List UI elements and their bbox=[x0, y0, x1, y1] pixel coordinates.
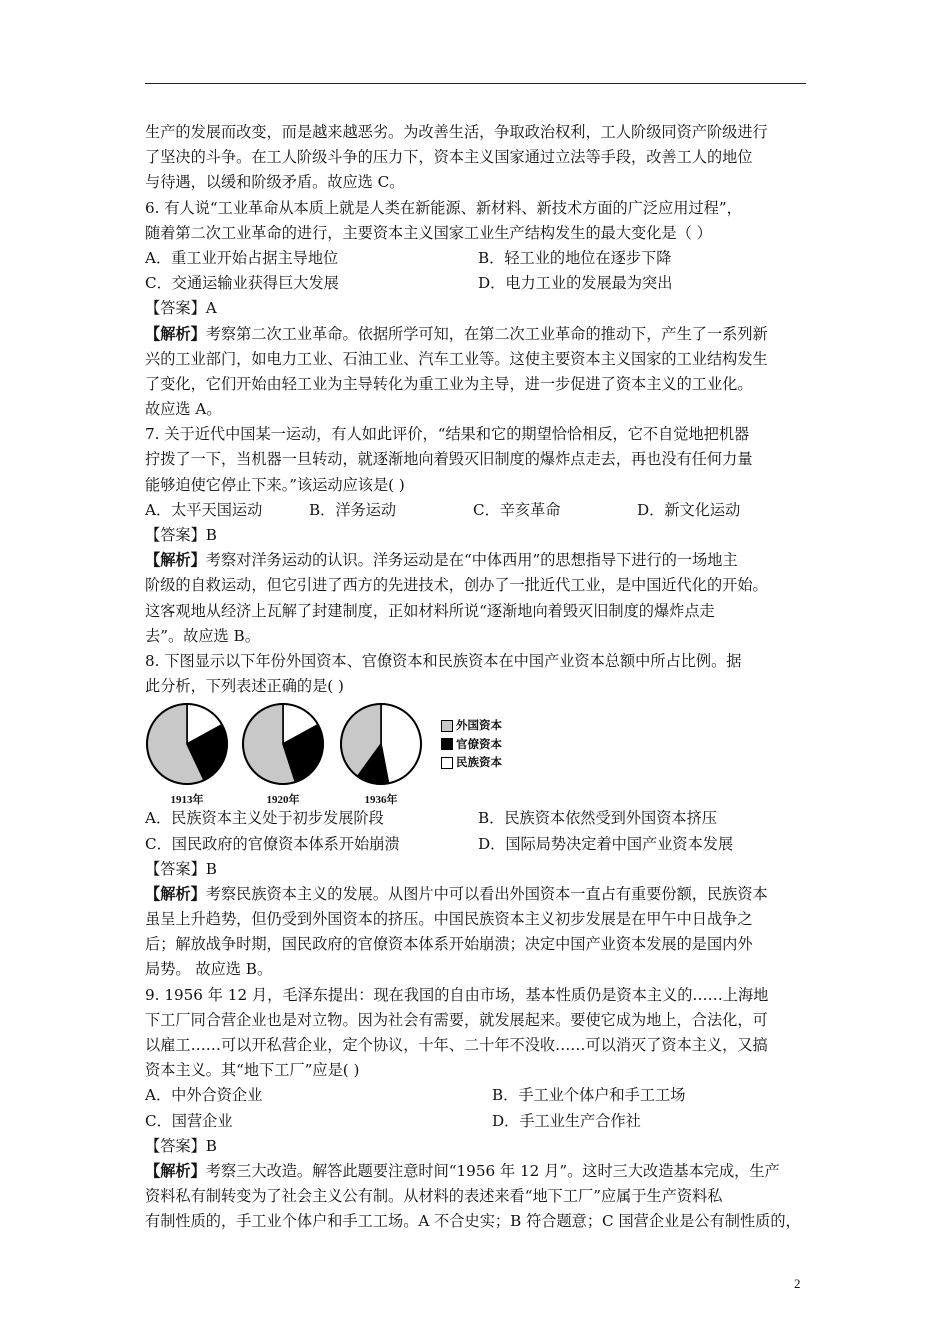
text-line: 与待遇，以缓和阶级矛盾。故应选 C。 bbox=[145, 173, 405, 192]
option-c: C．国营企业 bbox=[145, 1111, 233, 1130]
legend-label: 民族资本 bbox=[456, 755, 502, 770]
pie-year-label: 1913年 bbox=[170, 794, 204, 807]
answer: 【答案】B bbox=[145, 526, 217, 544]
pie-chart-1913 bbox=[145, 702, 229, 786]
answer: 【答案】A bbox=[145, 299, 217, 318]
pie-chart-1920 bbox=[241, 702, 325, 786]
analysis-label: 【解析】 bbox=[145, 1161, 206, 1180]
option-c: C．交通运输业获得巨大发展 bbox=[145, 274, 339, 293]
pie-year-label: 1920年 bbox=[266, 794, 300, 807]
question-6-options bbox=[145, 271, 815, 296]
text-line: 了坚决的斗争。在工人阶级斗争的压力下，资本主义国家通过立法等手段，改善工人的地位 bbox=[145, 148, 753, 167]
option-d: D．新文化运动 bbox=[637, 500, 741, 519]
pie-chart-1936 bbox=[339, 702, 423, 786]
analysis-line: 兴的工业部门，如电力工业、石油工业、汽车工业等。这使主要资本主义国家的工业结构发生 bbox=[145, 349, 768, 368]
text-line: 生产的发展而改变，而是越来越恶劣。为改善生活，争取政治权利，工人阶级同资产阶级进行 bbox=[145, 123, 768, 141]
question-9-stem: 下工厂同合营企业也是对立物。因为社会有需要，就发展起来。要使它成为地上，合法化，可 bbox=[145, 1010, 768, 1029]
question-8-options bbox=[145, 806, 815, 831]
option-c: C．辛亥革命 bbox=[473, 500, 561, 519]
analysis-line: 虽呈上升趋势，但仍受到外国资本的挤压。中国民族资本主义初步发展是在甲午中日战争之 bbox=[145, 910, 753, 929]
question-6-options bbox=[145, 246, 815, 271]
legend-swatch bbox=[441, 720, 453, 732]
question-7-options bbox=[145, 498, 815, 523]
question-8-stem: 此分析，下列表述正确的是( ) bbox=[145, 677, 344, 696]
option-c: C．国民政府的官僚资本体系开始崩溃 bbox=[145, 834, 400, 853]
option-b: B．轻工业的地位在逐步下降 bbox=[478, 248, 672, 267]
legend-label: 外国资本 bbox=[456, 718, 502, 733]
answer: 【答案】B bbox=[145, 859, 217, 878]
analysis-line: 【解析】考察民族资本主义的发展。从图片中可以看出外国资本一直占有重要份额，民族资本 bbox=[145, 884, 768, 903]
pie-charts-figure bbox=[145, 702, 815, 806]
option-d: D．国际局势决定着中国产业资本发展 bbox=[478, 834, 734, 853]
option-a: A．民族资本主义处于初步发展阶段 bbox=[145, 809, 384, 828]
legend-swatch bbox=[441, 738, 453, 750]
analysis-line: 阶级的自救运动，但它引进了西方的先进技术，创办了一批近代工业，是中国近代化的开始。 bbox=[145, 576, 768, 595]
option-a: A．太平天国运动 bbox=[145, 500, 263, 519]
question-7-stem: 能够迫使它停止下来。”该运动应该是( ) bbox=[145, 475, 405, 494]
analysis-line: 【解析】考察第二次工业革命。依据所学可知，在第二次工业革命的推动下，产生了一系列新 bbox=[145, 324, 768, 343]
question-9-options bbox=[145, 1109, 815, 1134]
chart-legend bbox=[441, 716, 502, 772]
question-8-options bbox=[145, 832, 815, 857]
question-7-stem: 7. 关于近代中国某一运动，有人如此评价，“结果和它的期望恰恰相反，它不自觉地把机器 bbox=[145, 425, 750, 444]
legend-label: 官僚资本 bbox=[456, 736, 502, 751]
question-6-stem: 随着第二次工业革命的进行，主要资本主义国家工业生产结构发生的最大变化是（ ） bbox=[145, 223, 712, 242]
option-b: B．手工业个体户和手工工场 bbox=[492, 1086, 686, 1105]
page-content bbox=[145, 120, 815, 1235]
analysis-line: 这客观地从经济上瓦解了封建制度，正如材料所说“逐渐地向着毁灭旧制度的爆炸点走 bbox=[145, 601, 715, 620]
analysis-line: 了变化，它们开始由轻工业为主导转化为重工业为主导，进一步促进了资本主义的工业化。 bbox=[145, 374, 753, 393]
legend-item-bureaucratic bbox=[441, 735, 502, 754]
question-9-stem: 以雇工……可以开私营企业，定个协议，十年、二十年不没收……可以消灭了资本主义，又搞 bbox=[145, 1036, 768, 1054]
analysis-line: 有制性质的，手工业个体户和手工工场。A 不合史实；B 符合题意；C 国营企业是公有制性质的， bbox=[145, 1212, 801, 1231]
header-rule bbox=[145, 83, 806, 84]
analysis-line: 故应选 A。 bbox=[145, 400, 222, 419]
question-9-options bbox=[145, 1083, 815, 1108]
analysis-line: 去”。故应选 B。 bbox=[145, 626, 260, 645]
option-d: D．手工业生产合作社 bbox=[492, 1111, 641, 1130]
analysis-label: 【解析】 bbox=[145, 551, 206, 570]
option-d: D．电力工业的发展最为突出 bbox=[478, 274, 673, 293]
analysis-line: 资料私有制转变为了社会主义公有制。从材料的表述来看“地下工厂”应属于生产资料私 bbox=[145, 1187, 723, 1206]
analysis-label: 【解析】 bbox=[145, 884, 206, 903]
question-9-stem: 资本主义。其“地下工厂”应是( ) bbox=[145, 1061, 360, 1080]
option-a: A．中外合资企业 bbox=[145, 1086, 263, 1105]
option-a: A．重工业开始占据主导地位 bbox=[145, 248, 339, 267]
analysis-line: 【解析】考察三大改造。解答此题要注意时间“1956 年 12 月”。这时三大改造基本完成，生产 bbox=[145, 1161, 780, 1180]
option-b: B．洋务运动 bbox=[309, 500, 397, 519]
answer: 【答案】B bbox=[145, 1136, 217, 1155]
question-7-stem: 拧拨了一下，当机器一旦转动，就逐渐地向着毁灭旧制度的爆炸点走去，再也没有任何力量 bbox=[145, 450, 753, 469]
question-8-stem: 8. 下图显示以下年份外国资本、官僚资本和民族资本在中国产业资本总额中所占比例。据 bbox=[145, 651, 742, 670]
legend-item-foreign bbox=[441, 716, 502, 735]
pie-year-label: 1936年 bbox=[364, 794, 398, 807]
analysis-line: 后；解放战争时期，国民政府的官僚资本体系开始崩溃；决定中国产业资本发展的是国内外 bbox=[145, 935, 753, 954]
analysis-line: 局势。 故应选 B。 bbox=[145, 960, 273, 979]
analysis-line: 【解析】考察对洋务运动的认识。洋务运动是在“中体西用”的思想指导下进行的一场地主 bbox=[145, 551, 738, 570]
page-number: 2 bbox=[794, 1276, 801, 1291]
analysis-label: 【解析】 bbox=[145, 324, 206, 343]
legend-swatch bbox=[441, 757, 453, 769]
legend-item-national bbox=[441, 753, 502, 772]
question-9-stem: 9. 1956 年 12 月，毛泽东提出：现在我国的自由市场，基本性质仍是资本主义的……上海地 bbox=[145, 985, 769, 1004]
option-b: B．民族资本依然受到外国资本挤压 bbox=[478, 809, 717, 828]
question-6-stem: 6. 有人说“工业革命从本质上就是人类在新能源、新材料、新技术方面的广泛应用过程”， bbox=[145, 198, 742, 217]
